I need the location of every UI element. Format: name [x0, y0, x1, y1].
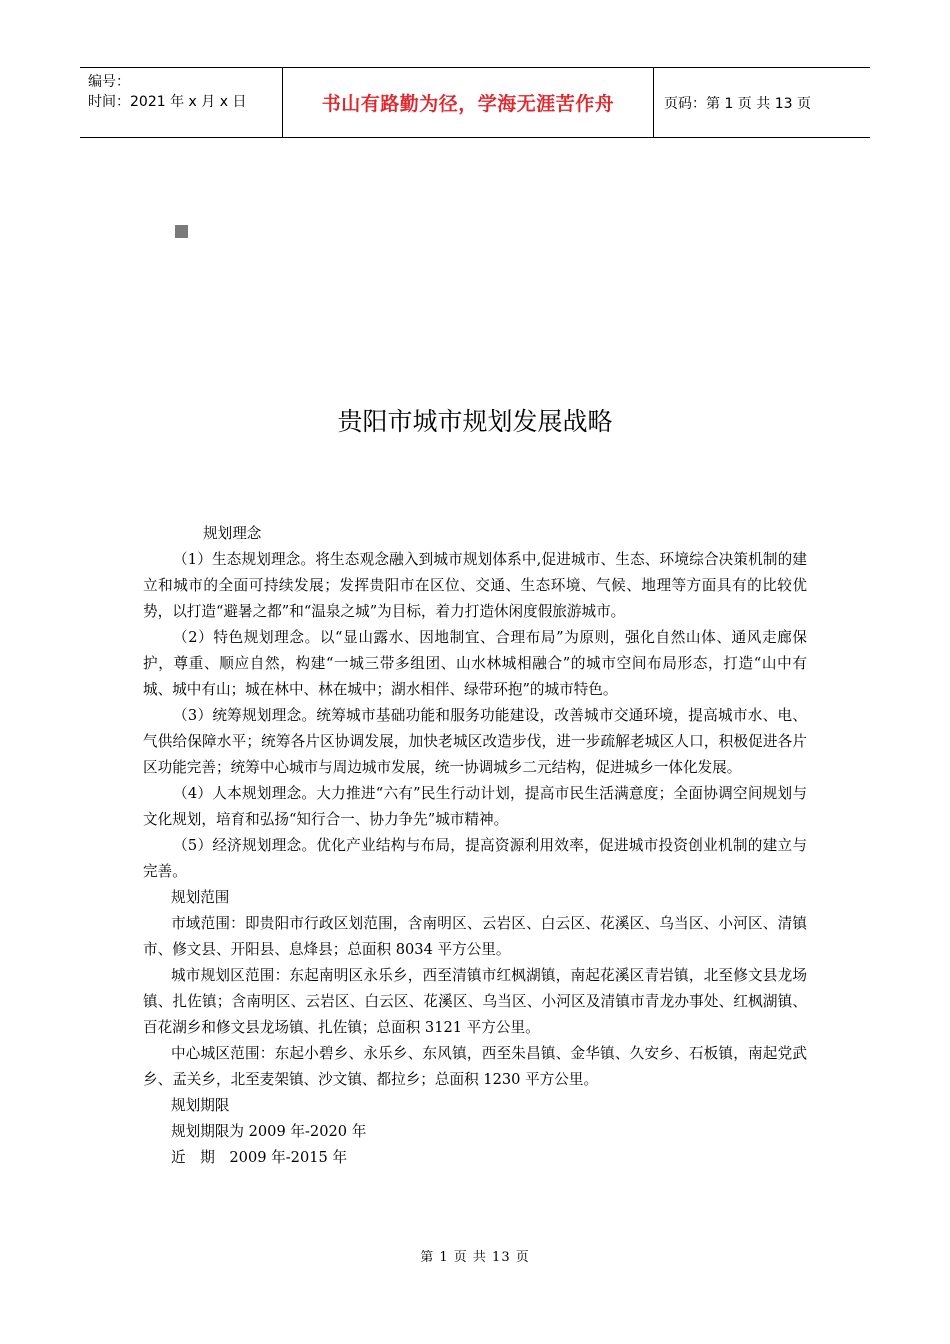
header-page-label: 页码：第 1 页 共 13 页	[664, 95, 811, 112]
time-label: 时间：2021 年 x 月 x 日	[88, 94, 247, 110]
paragraph: （3）统筹规划理念。统筹城市基础功能和服务功能建设，改善城市交通环境，提高城市水、电、气供给保障水平；统筹各片区协调发展，加快老城区改造步伐，进一步疏解老城区人口，积极促进各片区功能完善；统筹中心城市与周边城市发展，统一协调城乡二元结构，促进城乡一体化发展。	[143, 707, 807, 776]
document-title: 贵阳市城市规划发展战略	[337, 407, 613, 436]
paragraph: （5）经济规划理念。优化产业结构与布局，提高资源利用效率，促进城市投资创业机制的建立与完善。	[143, 837, 807, 880]
paragraph: 规划期限为 2009 年-2020 年	[171, 1123, 367, 1140]
paragraph: 中心城区范围：东起小碧乡、永乐乡、东风镇，西至朱昌镇、金华镇、久安乡、石板镇，南起党武乡、孟关乡，北至麦架镇、沙文镇、都拉乡；总面积 1230 平方公里。	[143, 1045, 807, 1088]
paragraph: （4）人本规划理念。大力推进“六有”民生行动计划，提高市民生活满意度；全面协调空间规划与文化规划，培育和弘扬“知行合一、协力争先”城市精神。	[143, 785, 807, 828]
paragraph: （2）特色规划理念。以“显山露水、因地制宜、合理布局”为原则，强化自然山体、通风走廊保护，尊重、顺应自然，构建“一城三带多组团、山水林城相融合”的城市空间布局形态，打造“山中有城、城中有山；城在林中、林在城中；湖水相伴、绿带环抱”的城市特色。	[143, 629, 807, 698]
section-heading-scope: 规划范围	[171, 889, 230, 906]
paragraph: 市域范围：即贵阳市行政区划范围，含南明区、云岩区、白云区、花溪区、乌当区、小河区、清镇市、修文县、开阳县、息烽县；总面积 8034 平方公里。	[143, 915, 807, 958]
number-label: 编号：	[88, 74, 130, 90]
document-header	[80, 67, 870, 138]
paragraph: 近 期 2009 年-2015 年	[171, 1149, 348, 1166]
header-motto: 书山有路勤为径，学海无涯苦作舟	[282, 68, 654, 137]
section-heading-concept: 规划理念	[203, 525, 262, 542]
header-meta	[80, 68, 282, 137]
paragraph: 城市规划区范围：东起南明区永乐乡，西至清镇市红枫湖镇，南起花溪区青岩镇，北至修文县龙场镇、扎佐镇；含南明区、云岩区、白云区、花溪区、乌当区、小河区及清镇市青龙办事处、红枫湖镇、百花湖乡和修文县龙场镇、扎佐镇；总面积 3121 平方公里。	[143, 967, 807, 1036]
section-heading-period: 规划期限	[171, 1097, 230, 1114]
square-bullet-icon	[175, 225, 188, 238]
paragraph: （1）生态规划理念。将生态观念融入到城市规划体系中,促进城市、生态、环境综合决策机制的建立和城市的全面可持续发展；发挥贵阳市在区位、交通、生态环境、气候、地理等方面具有的比较优势，以打造“避暑之都”和“温泉之城”为目标，着力打造休闲度假旅游城市。	[143, 551, 807, 620]
document-body	[143, 521, 807, 1171]
page-footer: 第 1 页 共 13 页	[420, 1250, 530, 1265]
